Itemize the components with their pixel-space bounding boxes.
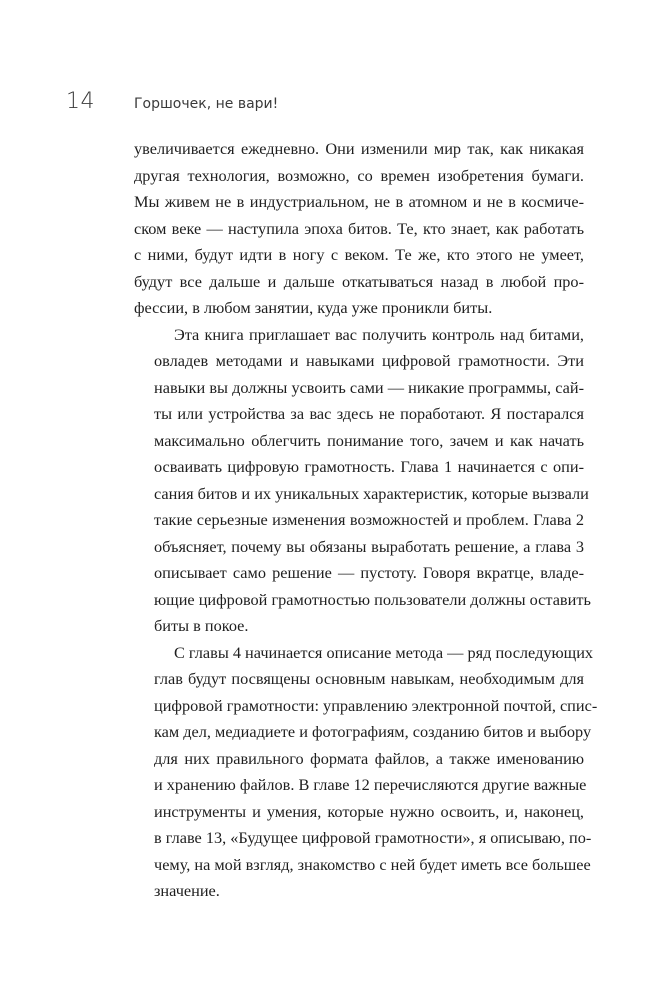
running-title: Горшочек, не вари! [134, 96, 279, 112]
text-line: фессии, в любом занятии, куда уже проникли биты. [134, 298, 493, 317]
text-line: С главы 4 начинается описание метода — ряд последующих [174, 642, 594, 662]
paragraph-1 [134, 136, 584, 322]
text-line: с ними, будут идти в ногу с веком. Те же, кто этого не умеет, [134, 245, 584, 264]
paragraph-2 [134, 322, 591, 640]
text-line: инструменты и умения, которые нужно освоить, и, наконец, [154, 801, 584, 821]
text-line: и хранению файлов. В главе 12 перечисляются другие важные [154, 775, 587, 794]
text-line: другая технология, возможно, со времен изобретения бумаги. [134, 165, 584, 185]
text-line: овладев методами и навыками цифровой грамотности. Эти [154, 351, 584, 370]
text-line: ском веке — наступила эпоха битов. Те, кто знает, как работать [134, 218, 584, 238]
text-line: увеличивается ежедневно. Они изменили мир так, как никакая [134, 139, 584, 158]
text-line: для них правильного формата файлов, а также именованию [154, 748, 584, 768]
text-line: Эта книга приглашает вас получить контроль над битами, [174, 324, 584, 344]
text-line: описывает само решение — пустоту. Говоря вкратце, владе- [154, 563, 584, 582]
text-line: ющие цифровой грамотностью пользователи должны оставить [154, 589, 591, 609]
text-line: значение. [154, 881, 220, 900]
text-line: кам дел, медиадиете и фотографиям, созданию битов и выбору [154, 722, 592, 741]
text-line: Мы живем не в индустриальном, не в атомном и не в космиче- [134, 192, 584, 211]
text-line: чему, на мой взгляд, знакомство с ней будет иметь все большее [154, 854, 591, 874]
text-line: объясняет, почему вы обязаны выработать решение, а глава 3 [154, 536, 584, 556]
text-line: максимально облегчить понимание того, зачем и как начать [154, 430, 584, 450]
paragraph-3 [134, 640, 598, 905]
text-line: цифровой грамотности: управлению электронной почтой, спис- [154, 695, 598, 715]
text-line: осваивать цифровую грамотность. Глава 1 начинается с опи- [154, 457, 584, 476]
page-header [0, 89, 672, 119]
text-line: навыки вы должны усвоить сами — никакие программы, сай- [154, 377, 584, 397]
text-line: такие серьезные изменения возможностей и проблем. Глава 2 [154, 510, 584, 529]
text-line: ты или устройства за вас здесь не поработают. Я постарался [154, 404, 584, 423]
text-line: глав будут посвящены основным навыкам, необходимым для [154, 669, 584, 688]
text-line: будут все дальше и дальше откатываться назад в любой про- [134, 271, 584, 291]
text-line: биты в покое. [154, 616, 249, 635]
body-text [134, 136, 598, 905]
text-line: сания битов и их уникальных характеристик, которые вызвали [154, 483, 589, 503]
page-number: 14 [66, 89, 95, 114]
text-line: в главе 13, «Будущее цифровой грамотности», я описываю, по- [154, 828, 592, 847]
